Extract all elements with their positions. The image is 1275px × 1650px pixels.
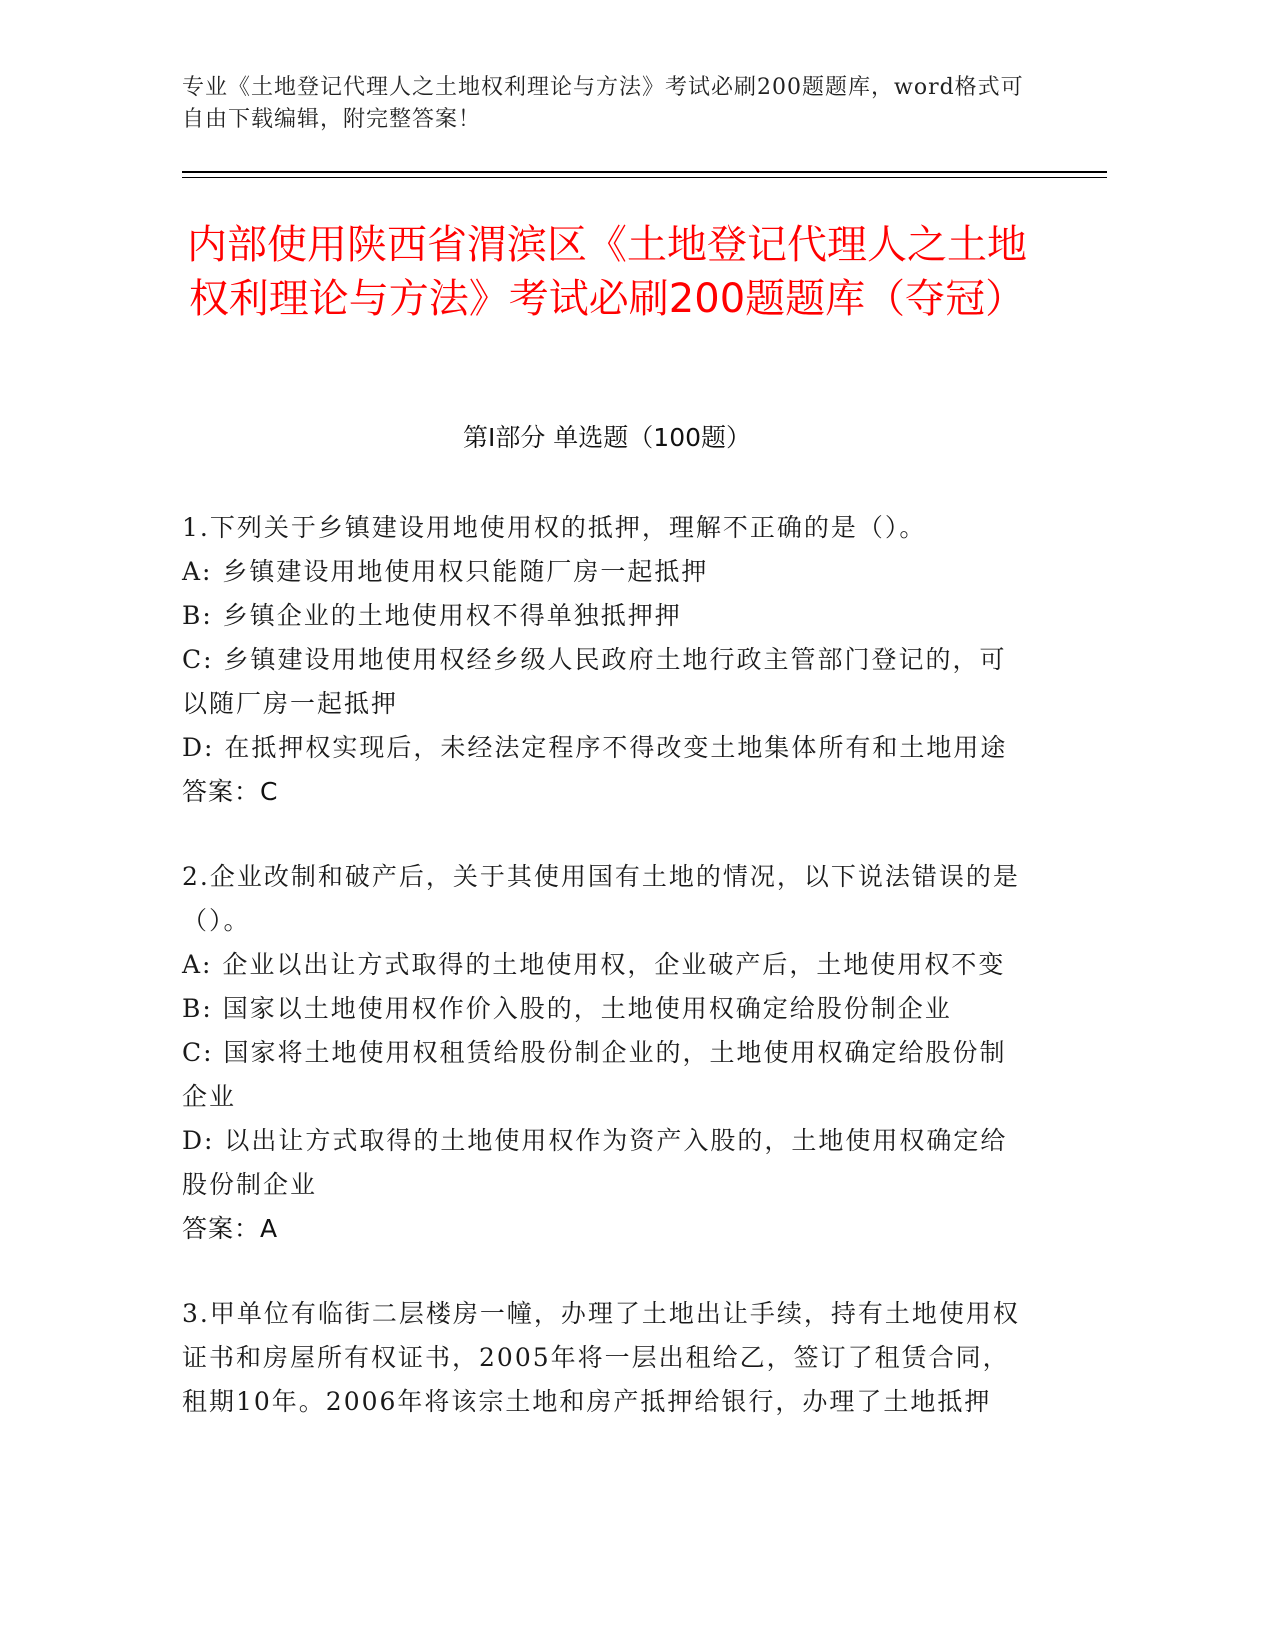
question-option: C: 国家将土地使用权租赁给股份制企业的，土地使用权确定给股份制企业 bbox=[182, 1038, 1007, 1111]
question-option: A: 企业以出让方式取得的土地使用权，企业破产后，土地使用权不变 bbox=[182, 950, 1006, 979]
question-option: D: 在抵押权实现后，未经法定程序不得改变土地集体所有和土地用途 bbox=[182, 733, 1008, 762]
question-stem: 3.甲单位有临街二层楼房一幢，办理了土地出让手续，持有土地使用权证书和房屋所有权证书，2005年将一层出租给乙，签订了租赁合同，租期10年。2006年将该宗土地和房产抵押给银行，办理了土地抵押 bbox=[182, 1299, 1020, 1416]
question-option: B: 国家以土地使用权作价入股的，土地使用权确定给股份制企业 bbox=[182, 994, 952, 1023]
question-option: B: 乡镇企业的土地使用权不得单独抵押押 bbox=[182, 601, 682, 630]
section-title: 第I部分 单选题（100题） bbox=[462, 423, 752, 452]
question-answer: 答案：A bbox=[182, 1214, 279, 1243]
question-stem: 2.企业改制和破产后，关于其使用国有土地的情况，以下说法错误的是（）。 bbox=[182, 862, 1020, 935]
question-stem: 1.下列关于乡镇建设用地使用权的抵押，理解不正确的是（）。 bbox=[182, 513, 927, 542]
header-note: 专业《土地登记代理人之土地权利理论与方法》考试必刷200题题库，word格式可自由下载编辑，附完整答案！ bbox=[182, 75, 1024, 132]
question-option: A: 乡镇建设用地使用权只能随厂房一起抵押 bbox=[182, 557, 709, 586]
header-divider-thin bbox=[182, 177, 1107, 178]
document-title: 内部使用陕西省渭滨区《土地登记代理人之土地权利理论与方法》考试必刷200题题库（夺冠） bbox=[187, 222, 1027, 322]
question-answer: 答案：C bbox=[182, 777, 279, 806]
question-option: C: 乡镇建设用地使用权经乡级人民政府土地行政主管部门登记的，可以随厂房一起抵押 bbox=[182, 645, 1007, 718]
question-item bbox=[182, 506, 1032, 814]
question-option: D: 以出让方式取得的土地使用权作为资产入股的，土地使用权确定给股份制企业 bbox=[182, 1126, 1008, 1199]
question-list bbox=[182, 506, 1032, 1465]
header-divider-thick bbox=[182, 171, 1107, 173]
question-item bbox=[182, 855, 1032, 1251]
question-item bbox=[182, 1292, 1032, 1424]
